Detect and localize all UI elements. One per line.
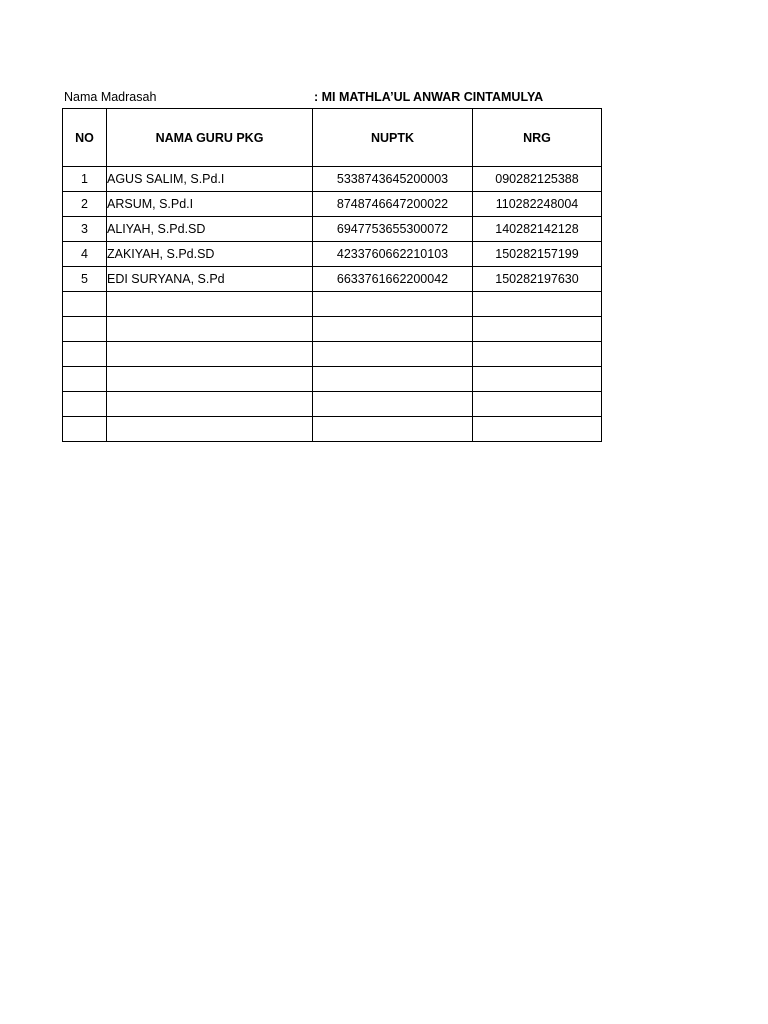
cell-name <box>107 417 313 442</box>
cell-no <box>63 342 107 367</box>
cell-nrg: 140282142128 <box>473 217 602 242</box>
table-row <box>63 392 602 417</box>
table-row <box>63 417 602 442</box>
cell-name <box>107 292 313 317</box>
cell-no: 3 <box>63 217 107 242</box>
column-header-name: NAMA GURU PKG <box>107 109 313 167</box>
cell-no <box>63 392 107 417</box>
table-header-row <box>63 109 602 167</box>
table-row <box>63 342 602 367</box>
column-header-nrg: NRG <box>473 109 602 167</box>
cell-no: 4 <box>63 242 107 267</box>
table-row <box>63 242 602 267</box>
madrasah-name-label: Nama Madrasah <box>64 90 157 104</box>
table-row <box>63 367 602 392</box>
cell-no: 2 <box>63 192 107 217</box>
column-header-nuptk: NUPTK <box>313 109 473 167</box>
table-row <box>63 167 602 192</box>
cell-nuptk <box>313 417 473 442</box>
cell-nrg <box>473 367 602 392</box>
cell-no <box>63 292 107 317</box>
cell-name <box>107 317 313 342</box>
cell-nuptk <box>313 292 473 317</box>
cell-no <box>63 317 107 342</box>
cell-no: 5 <box>63 267 107 292</box>
cell-nrg: 150282197630 <box>473 267 602 292</box>
cell-nuptk <box>313 392 473 417</box>
cell-name <box>107 367 313 392</box>
cell-nuptk <box>313 342 473 367</box>
cell-nuptk <box>313 367 473 392</box>
table-row <box>63 192 602 217</box>
madrasah-name-value: : MI MATHLA’UL ANWAR CINTAMULYA <box>314 90 544 104</box>
cell-no <box>63 367 107 392</box>
cell-nuptk: 4233760662210103 <box>313 242 473 267</box>
cell-name <box>107 342 313 367</box>
table-row <box>63 217 602 242</box>
cell-nuptk: 6633761662200042 <box>313 267 473 292</box>
cell-nrg <box>473 292 602 317</box>
cell-nrg: 110282248004 <box>473 192 602 217</box>
cell-no <box>63 417 107 442</box>
table-row <box>63 292 602 317</box>
cell-nrg <box>473 317 602 342</box>
cell-nrg <box>473 392 602 417</box>
teacher-table <box>62 108 602 442</box>
cell-name: ALIYAH, S.Pd.SD <box>107 217 313 242</box>
cell-name <box>107 392 313 417</box>
cell-nuptk <box>313 317 473 342</box>
cell-name: ARSUM, S.Pd.I <box>107 192 313 217</box>
cell-name: EDI SURYANA, S.Pd <box>107 267 313 292</box>
cell-nuptk: 6947753655300072 <box>313 217 473 242</box>
cell-nrg <box>473 417 602 442</box>
cell-nrg: 090282125388 <box>473 167 602 192</box>
cell-name: ZAKIYAH, S.Pd.SD <box>107 242 313 267</box>
cell-nuptk: 8748746647200022 <box>313 192 473 217</box>
cell-no: 1 <box>63 167 107 192</box>
table-row <box>63 317 602 342</box>
cell-name: AGUS SALIM, S.Pd.I <box>107 167 313 192</box>
cell-nuptk: 5338743645200003 <box>313 167 473 192</box>
cell-nrg: 150282157199 <box>473 242 602 267</box>
table-row <box>63 267 602 292</box>
column-header-no: NO <box>63 109 107 167</box>
cell-nrg <box>473 342 602 367</box>
